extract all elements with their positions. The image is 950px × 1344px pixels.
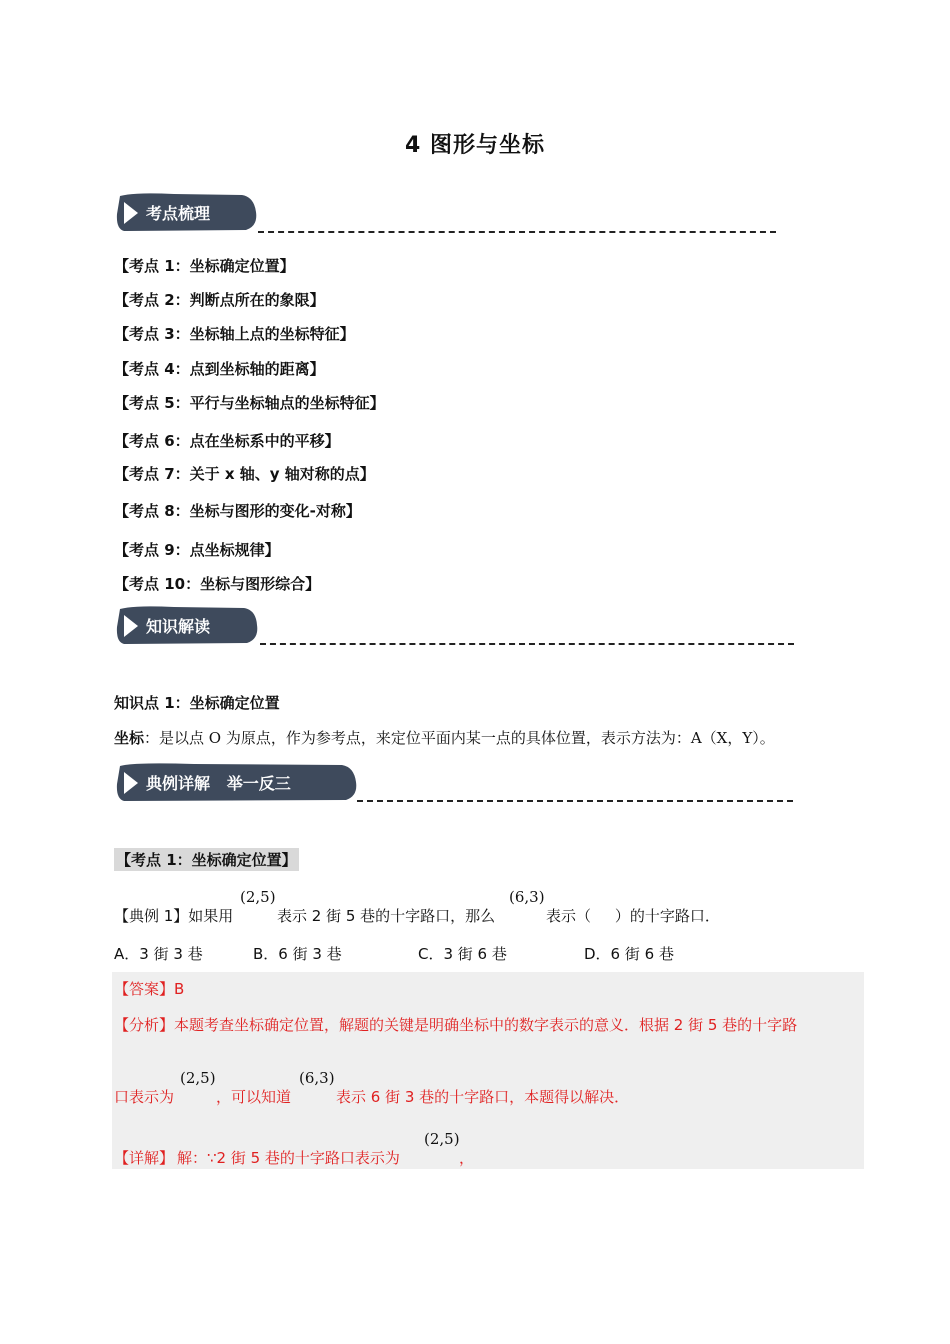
kaodian-item-4: 【考点 4：点到坐标轴的距离】 — [114, 360, 325, 378]
analysis-coord-1: (2,5) — [180, 1069, 216, 1087]
example-coord-1: (2,5) — [240, 888, 276, 906]
option-c: C．3 街 6 巷 — [418, 945, 507, 963]
kaodian-item-5: 【考点 5：平行与坐标轴点的坐标特征】 — [114, 394, 385, 412]
kaodian-item-2: 【考点 2：判断点所在的象限】 — [114, 291, 325, 309]
analysis-line-2b: ，可以知道 — [216, 1088, 292, 1106]
detail-text: 解：∵2 街 5 巷的十字路口表示为 — [177, 1149, 400, 1167]
banner-dianli-label: 典例详解 举一反三 — [146, 774, 291, 793]
example-coord-2: (6,3) — [509, 888, 545, 906]
divider — [357, 800, 793, 802]
knowledge-term: 坐标 — [114, 729, 145, 747]
knowledge-heading: 知识点 1：坐标确定位置 — [114, 694, 280, 712]
option-a: A．3 街 3 巷 — [114, 945, 203, 963]
analysis-coord-2: (6,3) — [299, 1069, 335, 1087]
example-section-label: 【考点 1：坐标确定位置】 — [114, 848, 299, 871]
banner-kaodian-label: 考点梳理 — [146, 204, 211, 223]
kaodian-item-10: 【考点 10：坐标与图形综合】 — [114, 575, 321, 593]
kaodian-item-7: 【考点 7：关于 x 轴、y 轴对称的点】 — [114, 465, 375, 483]
kaodian-item-8: 【考点 8：坐标与图形的变化-对称】 — [114, 502, 361, 520]
kaodian-item-3: 【考点 3：坐标轴上点的坐标特征】 — [114, 325, 355, 343]
kaodian-item-1: 【考点 1：坐标确定位置】 — [114, 257, 295, 275]
example-tail: 表示（ ）的十字路口． — [546, 907, 720, 925]
analysis-line-2a: 口表示为 — [114, 1088, 175, 1106]
kaodian-item-9: 【考点 9：点坐标规律】 — [114, 541, 280, 559]
detail-coord: (2,5) — [424, 1130, 460, 1148]
banner-zhishi — [114, 605, 260, 647]
banner-kaodian — [114, 192, 259, 234]
knowledge-body — [114, 727, 775, 748]
detail-tail: ， — [459, 1149, 475, 1167]
banner-zhishi-label: 知识解读 — [146, 617, 211, 636]
example-mid: 表示 2 街 5 巷的十字路口，那么 — [277, 907, 496, 925]
banner-dianli — [114, 762, 359, 804]
analysis-line-1: 【分析】本题考查坐标确定位置，解题的关键是明确坐标中的数字表示的意义．根据 2 街 5 巷的十字路 — [114, 1016, 798, 1034]
example-intro: 【典例 1】如果用 — [114, 907, 234, 925]
analysis-line-2c: 表示 6 街 3 巷的十字路口，本题得以解决． — [336, 1088, 630, 1106]
divider — [260, 643, 794, 645]
option-b: B．6 街 3 巷 — [253, 945, 342, 963]
kaodian-item-6: 【考点 6：点在坐标系中的平移】 — [114, 432, 340, 450]
knowledge-text: ：是以点 O 为原点，作为参考点，来定位平面内某一点的具体位置，表示方法为：A（X，Y）。 — [144, 729, 775, 747]
option-d: D．6 街 6 巷 — [584, 945, 674, 963]
answer-box — [112, 972, 864, 1169]
answer: 【答案】B — [114, 980, 185, 998]
detail-label: 【详解】 — [114, 1149, 175, 1167]
page-title: 4 图形与坐标 — [405, 133, 545, 158]
divider — [258, 231, 776, 233]
